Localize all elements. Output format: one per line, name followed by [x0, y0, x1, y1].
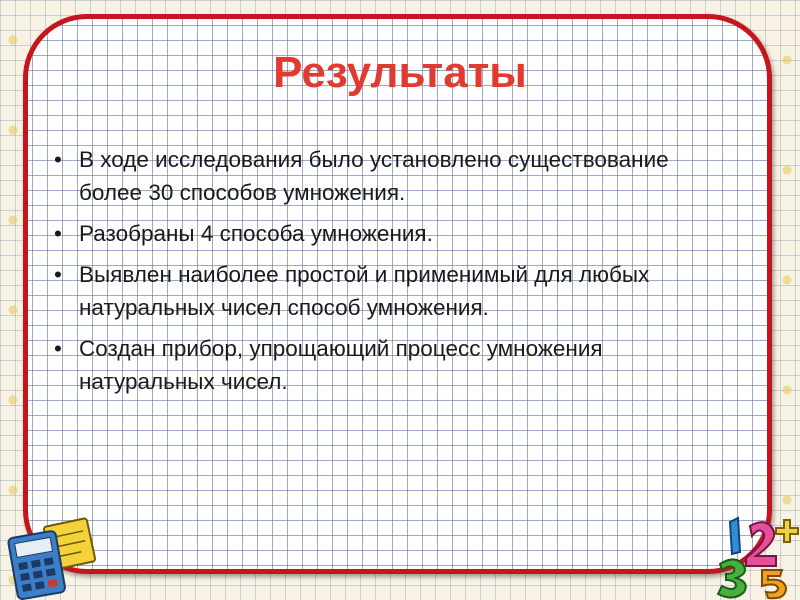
bullet-marker: • [54, 336, 62, 361]
bullet-text: Выявлен наиболее простой и применимый для любых натуральных чисел способ умножения. [79, 262, 650, 320]
bullet-text: Разобраны 4 способа умножения. [79, 221, 433, 246]
bullet-item [54, 258, 734, 324]
slide-title: Результаты [273, 48, 527, 97]
calculator-icon [2, 516, 106, 600]
bullet-list [54, 143, 734, 406]
bullet-marker: • [54, 221, 62, 246]
bullet-text: В ходе исследования было установлено существование более 30 способов умножения. [79, 147, 669, 205]
bullet-item [54, 143, 734, 209]
bullet-text: Создан прибор, упрощающий процесс умножения натуральных чисел. [79, 336, 603, 394]
numbers-icon [710, 512, 800, 600]
bullet-marker: • [54, 262, 62, 287]
bullet-item [54, 217, 734, 250]
bullet-item [54, 332, 734, 398]
bullet-marker: • [54, 147, 62, 172]
